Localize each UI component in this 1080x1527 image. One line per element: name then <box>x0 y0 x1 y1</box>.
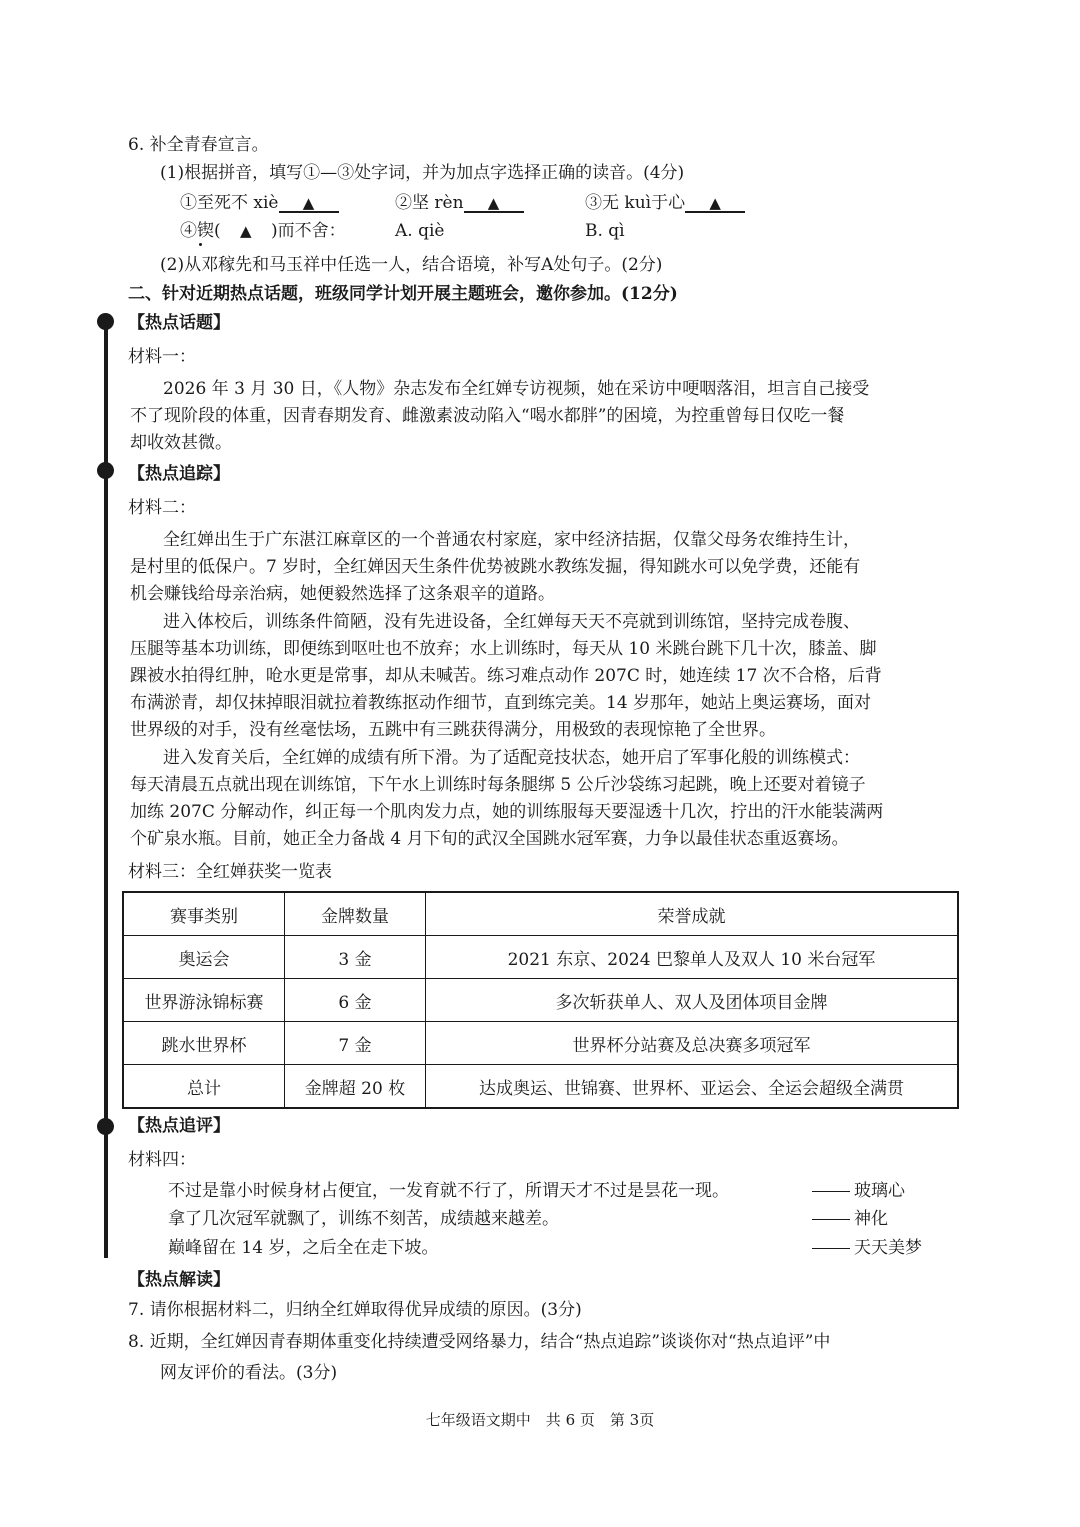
q6-title: 6. 补全青春宣言。 <box>128 135 269 155</box>
q6-item2 <box>395 191 524 215</box>
table-cell: 奥运会 <box>123 936 285 979</box>
awards-table <box>122 891 959 1109</box>
dash-icon <box>812 1248 850 1249</box>
dash-icon <box>812 1219 850 1220</box>
table-cell: 世界杯分站赛及总决赛多项冠军 <box>426 1022 959 1065</box>
comment-text: 拿了几次冠军就飘了，训练不刻苦，成绩越来越差。 <box>168 1209 559 1229</box>
table-cell: 2021 东京、2024 巴黎单人及双人 10 米台冠军 <box>426 936 959 979</box>
q6-item4 <box>180 219 346 243</box>
table-row <box>123 979 958 1022</box>
hot-tracking-header: 【热点追踪】 <box>128 464 230 484</box>
material2-line: 踝被水拍得红肿，呛水更是常事，却从未喊苦。练习难点动作 207C 时，她连续 17 次不合格，后背 <box>130 666 882 686</box>
table-cell: 世界游泳锦标赛 <box>123 979 285 1022</box>
table-cell: 6 金 <box>285 979 426 1022</box>
material3-label: 材料三：全红婵获奖一览表 <box>128 862 332 882</box>
material4-label: 材料四： <box>128 1150 196 1170</box>
table-header-cell: 荣誉成就 <box>426 892 959 936</box>
material1-label: 材料一： <box>128 347 196 367</box>
comment-author <box>812 1236 922 1260</box>
comment-text: 不过是靠小时候身材占便宜，一发育就不行了，所谓天才不过是昙花一现。 <box>168 1181 729 1201</box>
timeline-node <box>97 1118 114 1135</box>
table-cell: 金牌超 20 枚 <box>285 1065 426 1109</box>
comment-author <box>812 1207 888 1231</box>
hot-comment-header: 【热点追评】 <box>128 1116 230 1136</box>
table-cell: 跳水世界杯 <box>123 1022 285 1065</box>
comment-author <box>812 1179 905 1203</box>
comment-author-name: 天天美梦 <box>854 1238 922 1258</box>
material2-line: 进入发育关后，全红婵的成绩有所下滑。为了适配竞技状态，她开启了军事化般的训练模式： <box>163 748 860 768</box>
comment-text: 巅峰留在 14 岁，之后全在走下坡。 <box>168 1238 439 1258</box>
table-row <box>123 936 958 979</box>
material1-line: 2026 年 3 月 30 日，《人物》杂志发布全红婵专访视频，她在采访中哽咽落泪，坦言自己接受 <box>163 379 870 399</box>
q6-item3-blank[interactable] <box>685 191 745 213</box>
q6-option-a: A. qiè <box>395 221 445 241</box>
material2-line: 压腿等基本功训练，即便练到呕吐也不放弃；水上训练时，每天从 10 米跳台跳下几十次，膝盖、脚 <box>130 639 877 659</box>
q8-line: 网友评价的看法。(3分) <box>160 1363 338 1383</box>
q6-item1 <box>180 191 339 215</box>
q6-part2-instruction: (2)从邓稼先和马玉祥中任选一人，结合语境，补写A处句子。(2分) <box>160 255 663 275</box>
q6-part1-instruction: (1)根据拼音，填写①—③处字词，并为加点字选择正确的读音。(4分) <box>160 163 685 183</box>
triangle-icon: ▲ <box>240 222 252 240</box>
table-header-cell: 金牌数量 <box>285 892 426 936</box>
comment-author-name: 玻璃心 <box>854 1181 905 1201</box>
material2-line: 是村里的低保户。7 岁时，全红婵因天生条件优势被跳水教练发掘，得知跳水可以免学费，还能有 <box>130 557 861 577</box>
page-footer: 七年级语文期中 共 6 页 第 3页 <box>425 1411 655 1429</box>
q6-item4-text: ④锲( <box>180 221 221 241</box>
table-header-cell: 赛事类别 <box>123 892 285 936</box>
comment-author-name: 神化 <box>854 1209 888 1229</box>
material2-line: 布满淤青，却仅抹掉眼泪就拉着教练抠动作细节，直到练完美。14 岁那年，她站上奥运赛场，面对 <box>130 693 872 713</box>
q6-item2-blank[interactable] <box>464 191 524 213</box>
q6-option-b: B. qì <box>585 221 625 241</box>
table-row <box>123 1065 958 1109</box>
material1-line: 却收效甚微。 <box>130 433 232 453</box>
q6-item4-text-after: )而不舍： <box>271 221 346 241</box>
material2-line: 世界级的对手，没有丝毫怯场，五跳中有三跳获得满分，用极致的表现惊艳了全世界。 <box>130 720 776 740</box>
table-cell: 达成奥运、世锦赛、世界杯、亚运会、全运会超级全满贯 <box>426 1065 959 1109</box>
q6-item2-label: ②坚 rèn <box>395 193 464 213</box>
triangle-icon: ▲ <box>709 194 721 212</box>
hot-topic-header: 【热点话题】 <box>128 313 230 333</box>
q8-line: 8. 近期，全红婵因青春期体重变化持续遭受网络暴力，结合“热点追踪”谈谈你对“热点追评”中 <box>128 1332 831 1352</box>
timeline-node <box>97 462 114 479</box>
material2-line: 每天清晨五点就出现在训练馆，下午水上训练时每条腿绑 5 公斤沙袋练习起跳，晚上还要对着镜子 <box>130 775 866 795</box>
dash-icon <box>812 1191 850 1192</box>
material2-line: 全红婵出生于广东湛江麻章区的一个普通农村家庭，家中经济拮据，仅靠父母务农维持生计， <box>163 530 860 550</box>
material1-line: 不了现阶段的体重，因青春期发育、雌激素波动陷入“喝水都胖”的困境，为控重曾每日仅吃一餐 <box>130 406 845 426</box>
hot-analysis-header: 【热点解读】 <box>128 1270 230 1290</box>
table-cell: 7 金 <box>285 1022 426 1065</box>
q6-item3-label: ③无 kuì于心 <box>585 193 686 213</box>
table-cell: 3 金 <box>285 936 426 979</box>
q7: 7. 请你根据材料二，归纳全红婵取得优异成绩的原因。(3分) <box>128 1300 582 1320</box>
material2-label: 材料二： <box>128 498 196 518</box>
q6-item1-blank[interactable] <box>279 191 339 213</box>
triangle-icon: ▲ <box>302 194 315 212</box>
section2-title: 二、针对近期热点话题，班级同学计划开展主题班会，邀你参加。(12分) <box>128 284 678 304</box>
triangle-icon: ▲ <box>487 194 500 212</box>
timeline-node <box>97 313 114 330</box>
table-cell: 总计 <box>123 1065 285 1109</box>
table-header-row <box>123 892 958 936</box>
table-row <box>123 1022 958 1065</box>
table-cell: 多次斩获单人、双人及团体项目金牌 <box>426 979 959 1022</box>
q6-item1-label: ①至死不 xiè <box>180 193 279 213</box>
q6-item3 <box>585 191 745 215</box>
material2-line: 加练 207C 分解动作，纠正每一个肌肉发力点，她的训练服每天要湿透十几次，拧出的汗水能装满两 <box>130 802 884 822</box>
material2-line: 个矿泉水瓶。目前，她正全力备战 4 月下旬的武汉全国跳水冠军赛，力争以最佳状态重返赛场。 <box>130 829 849 849</box>
material2-line: 进入体校后，训练条件简陋，没有先进设备，全红婵每天天不亮就到训练馆，坚持完成卷腹、 <box>163 612 860 632</box>
material2-line: 机会赚钱给母亲治病，她便毅然选择了这条艰辛的道路。 <box>130 584 555 604</box>
